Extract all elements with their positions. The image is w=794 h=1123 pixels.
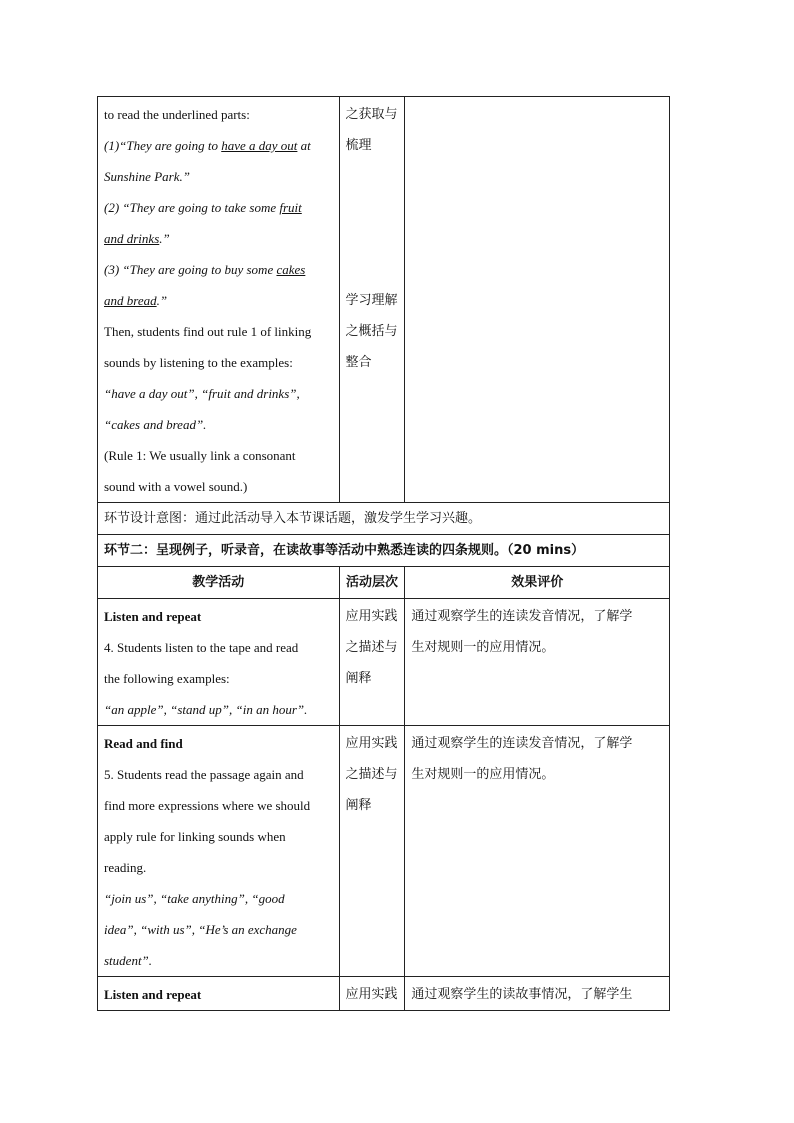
example-line: “an apple”, “stand up”, “in an hour”. xyxy=(104,702,308,717)
text-line: to read the underlined parts: xyxy=(104,107,250,122)
level-text: 整合 xyxy=(345,355,372,370)
evaluation-cell xyxy=(405,977,670,1011)
text-line: sounds by listening to the examples: xyxy=(104,355,293,370)
spacer xyxy=(346,161,399,285)
evaluation-cell xyxy=(405,726,670,977)
level-text: 应用实践 xyxy=(345,736,398,751)
evaluation-text: 通过观察学生的连读发音情况，了解学 xyxy=(411,609,633,624)
text-line: and bread.” xyxy=(104,293,168,308)
level-text: 之获取与 xyxy=(345,107,398,122)
level-text: 之描述与 xyxy=(345,767,398,782)
text-line: (Rule 1: We usually link a consonant xyxy=(104,448,296,463)
table-row xyxy=(98,977,670,1011)
level-text: 梳理 xyxy=(345,138,372,153)
evaluation-text: 生对规则一的应用情况。 xyxy=(411,640,555,655)
text-line: sound with a vowel sound.) xyxy=(104,479,248,494)
activity-title: Listen and repeat xyxy=(104,987,202,1002)
text-line: the following examples: xyxy=(104,671,230,686)
evaluation-cell xyxy=(405,97,670,503)
text-line: 5. Students read the passage again and xyxy=(104,767,304,782)
column-header: 效果评价 xyxy=(405,567,670,599)
activity-title: Listen and repeat xyxy=(104,609,202,624)
activity-cell xyxy=(98,726,340,977)
text-line: Sunshine Park.” xyxy=(104,169,190,184)
example-line: “join us”, “take anything”, “good xyxy=(104,891,285,906)
activity-cell xyxy=(98,599,340,726)
level-cell xyxy=(339,726,405,977)
activity-cell xyxy=(98,977,340,1011)
design-intent: 环节设计意图：通过此活动导入本节课话题，激发学生学习兴趣。 xyxy=(98,503,670,535)
text-line: find more expressions where we should xyxy=(104,798,311,813)
text-line: apply rule for linking sounds when xyxy=(104,829,286,844)
table-row xyxy=(98,503,670,535)
example-line: student”. xyxy=(104,953,153,968)
evaluation-cell xyxy=(405,599,670,726)
text-line: (1)“They are going to have a day out at xyxy=(104,138,311,153)
evaluation-text: 通过观察学生的读故事情况，了解学生 xyxy=(411,987,633,1002)
level-cell xyxy=(339,977,405,1011)
table-row xyxy=(98,97,670,503)
text-line: (3) “They are going to buy some cakes xyxy=(104,262,306,277)
text-line: 4. Students listen to the tape and read xyxy=(104,640,299,655)
evaluation-text: 通过观察学生的连读发音情况，了解学 xyxy=(411,736,633,751)
text-line: and drinks.” xyxy=(104,231,170,246)
table-row xyxy=(98,535,670,567)
section-heading: 环节二：呈现例子，听录音，在读故事等活动中熟悉连读的四条规则。（20 mins） xyxy=(98,535,670,567)
level-text: 应用实践 xyxy=(345,987,398,1002)
activity-cell xyxy=(98,97,340,503)
level-text: 之描述与 xyxy=(345,640,398,655)
example-line: idea”, “with us”, “He’s an exchange xyxy=(104,922,297,937)
text-line: “have a day out”, “fruit and drinks”, xyxy=(104,386,300,401)
header-row xyxy=(98,567,670,599)
activity-title: Read and find xyxy=(104,736,183,751)
column-header: 活动层次 xyxy=(339,567,405,599)
table-row xyxy=(98,726,670,977)
text-line: Then, students find out rule 1 of linking xyxy=(104,324,312,339)
text-line: reading. xyxy=(104,860,147,875)
evaluation-text: 生对规则一的应用情况。 xyxy=(411,767,555,782)
column-header: 教学活动 xyxy=(98,567,340,599)
text-line: (2) “They are going to take some fruit xyxy=(104,200,302,215)
level-text: 学习理解 xyxy=(345,293,398,308)
level-text: 阐释 xyxy=(345,671,372,686)
text-line: “cakes and bread”. xyxy=(104,417,207,432)
level-text: 应用实践 xyxy=(345,609,398,624)
level-cell xyxy=(339,97,405,503)
level-cell xyxy=(339,599,405,726)
level-text: 之概括与 xyxy=(345,324,398,339)
level-text: 阐释 xyxy=(345,798,372,813)
lesson-plan-table xyxy=(97,96,670,1011)
table-row xyxy=(98,599,670,726)
